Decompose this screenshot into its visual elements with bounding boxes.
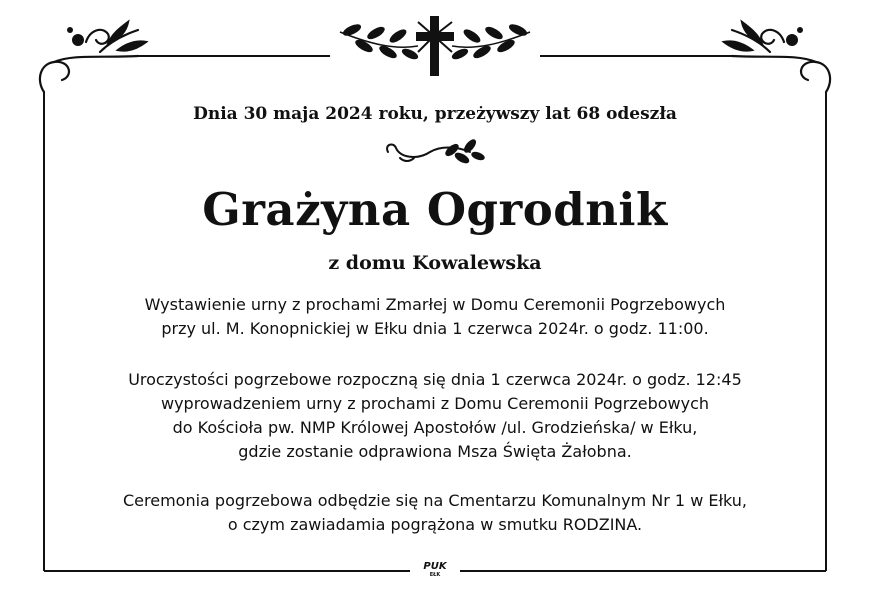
funeral-ceremony-paragraph [0, 368, 870, 464]
burial-paragraph [0, 489, 870, 537]
paragraph-line: wyprowadzeniem urny z prochami z Domu Ceremonii Pogrzebowych [160, 394, 710, 413]
paragraph-line: Uroczystości pogrzebowe rozpoczną się dnia 1 czerwca 2024r. o godz. 12:45 [128, 370, 742, 389]
death-announcement-intro: Dnia 30 maja 2024 roku, przeżywszy lat 68 odeszła [193, 104, 677, 124]
maiden-name: z domu Kowalewska [328, 252, 542, 274]
laurel-branch-left-icon [340, 23, 419, 60]
corner-flourish-left-icon [40, 22, 146, 92]
corner-flourish-right-icon [724, 22, 830, 92]
paragraph-line: przy ul. M. Konopnickiej w Ełku dnia 1 czerwca 2024r. o godz. 11:00. [161, 319, 709, 338]
paragraph-line: do Kościoła pw. NMP Królowej Apostołów /ul. Grodzieńska/ w Ełku, [172, 418, 698, 437]
paragraph-line: Wystawienie urny z prochami Zmarłej w Domu Ceremonii Pogrzebowych [144, 295, 726, 314]
urn-viewing-paragraph [0, 293, 870, 341]
divider-sprig-icon [387, 139, 484, 164]
logo-sub-text: EŁK [429, 572, 441, 578]
deceased-name: Grażyna Ogrodnik [202, 183, 668, 236]
logo-main-text: PUK [423, 561, 447, 572]
puk-logo [417, 562, 453, 578]
paragraph-line: gdzie zostanie odprawiona Msza Święta Żałobna. [238, 442, 632, 461]
cross-icon [416, 16, 454, 76]
paragraph-line: o czym zawiadamia pogrążona w smutku RODZINA. [227, 515, 643, 534]
paragraph-line: Ceremonia pogrzebowa odbędzie się na Cmentarzu Komunalnym Nr 1 w Ełku, [122, 491, 748, 510]
laurel-branch-right-icon [451, 23, 530, 60]
